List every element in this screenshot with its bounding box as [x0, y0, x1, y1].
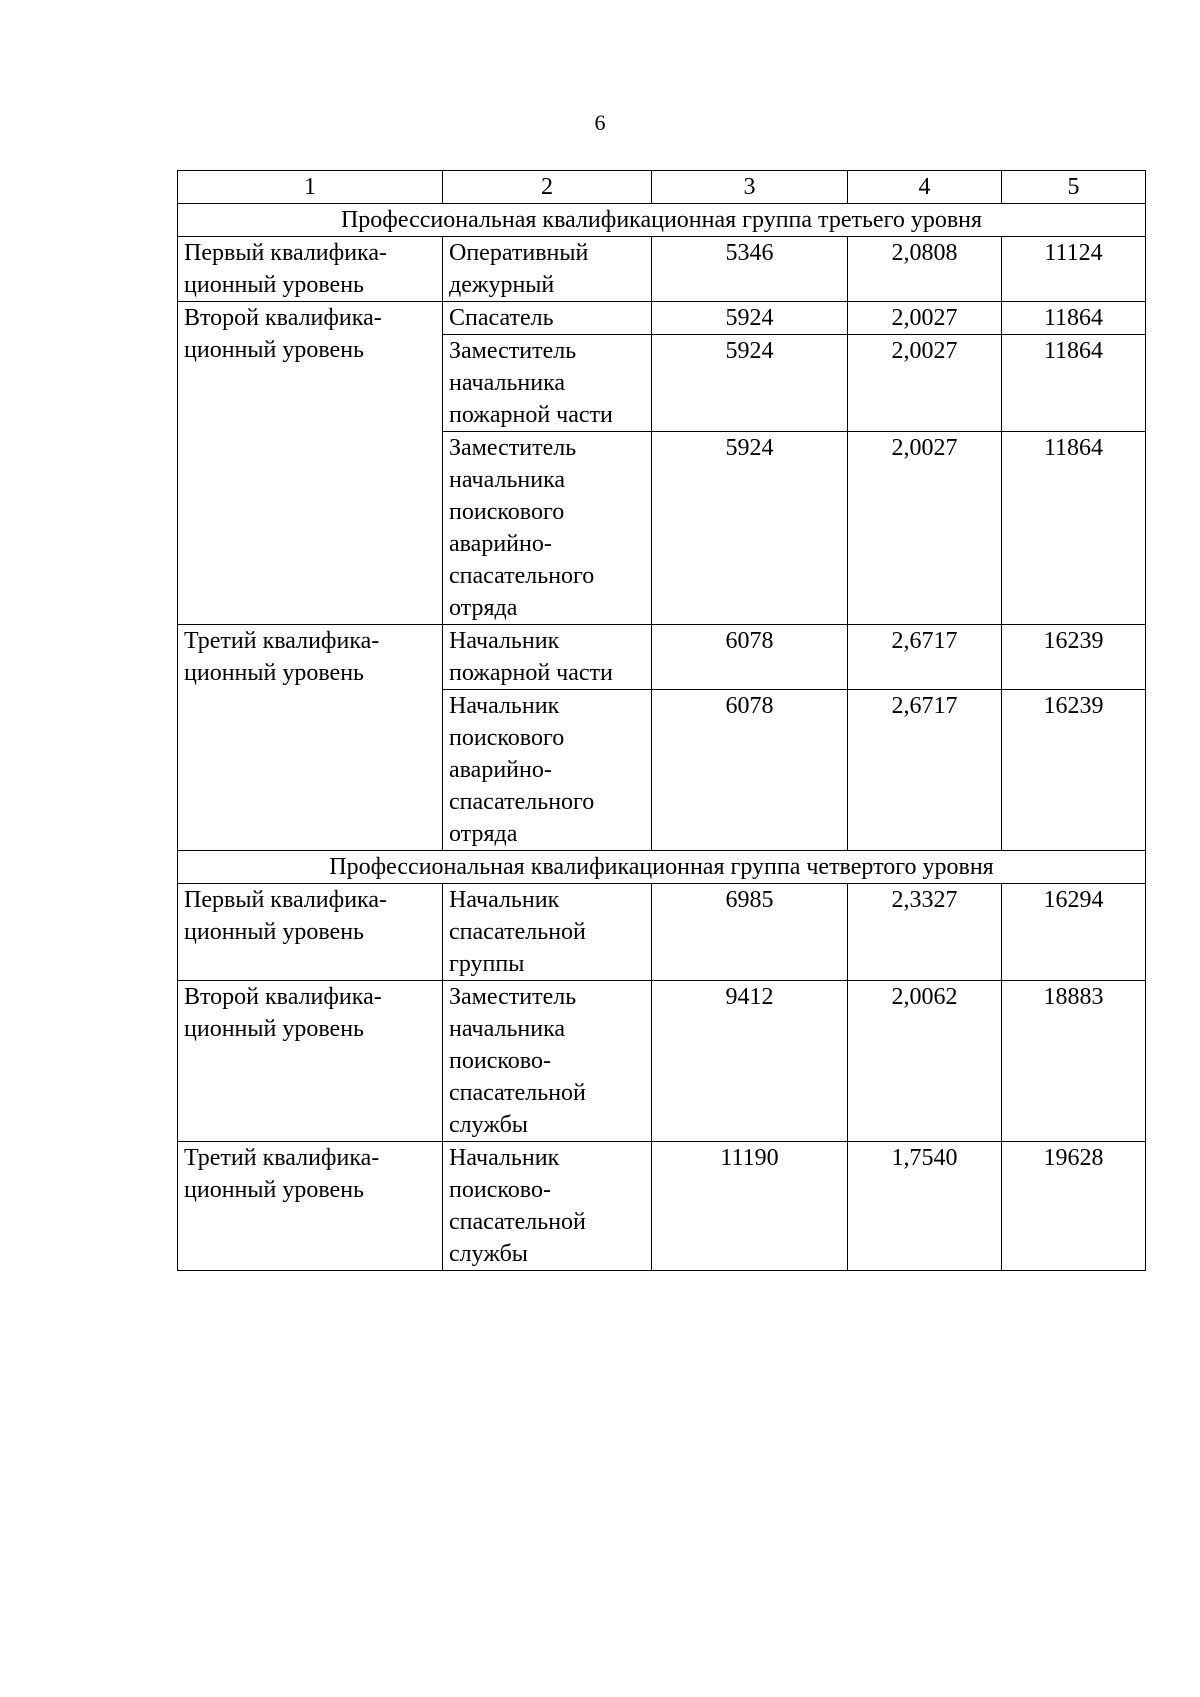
col4-value: [848, 302, 1002, 335]
level-name-text: Первый квалифика- ционный уровень: [184, 887, 387, 945]
col5-value-text: 11864: [1043, 435, 1104, 461]
position-name-text: Начальник поискового аварийно- спасательного отряда: [449, 693, 595, 847]
col3-value: [652, 302, 848, 335]
position-name: [443, 335, 652, 432]
position-name-text: Заместитель начальника поискового аварийно- спасательного отряда: [449, 435, 595, 621]
position-name-text: Начальник пожарной части: [449, 628, 613, 686]
col3-value-text: 9412: [725, 984, 774, 1010]
col3-value: [652, 432, 848, 625]
col5-value-text: 18883: [1043, 984, 1104, 1010]
position-name: [443, 302, 652, 335]
col4-value: [848, 981, 1002, 1142]
col4-value-text: 2,0808: [891, 240, 958, 266]
col5-value: [1002, 625, 1146, 690]
table-row: [178, 884, 1146, 981]
col3-value-text: 5924: [725, 435, 774, 461]
col3-value-text: 11190: [720, 1145, 779, 1171]
col4-value: [848, 432, 1002, 625]
col5-value-text: 11864: [1043, 338, 1104, 364]
col3-value: [652, 335, 848, 432]
col5-value: [1002, 884, 1146, 981]
level-name: [178, 884, 443, 981]
col3-value: [652, 690, 848, 851]
position-name-text: Начальник спасательной группы: [449, 887, 586, 977]
header-row: [178, 171, 1146, 204]
col3-value-text: 5924: [725, 338, 774, 364]
header-col-1: 1: [178, 171, 443, 204]
col3-value: [652, 1142, 848, 1271]
position-name-text: Спасатель: [449, 305, 554, 331]
position-name: [443, 432, 652, 625]
position-name-text: Начальник поисково- спасательной службы: [449, 1145, 586, 1267]
col4-value: [848, 884, 1002, 981]
position-name: [443, 981, 652, 1142]
col4-value-text: 2,0027: [891, 435, 958, 461]
level-name: [178, 1142, 443, 1271]
col5-value-text: 11864: [1043, 305, 1104, 331]
col4-value-text: 2,6717: [891, 693, 958, 719]
level-name-text: Третий квалифика- ционный уровень: [184, 628, 380, 686]
col3-value-text: 6078: [725, 628, 774, 654]
table-row: [178, 1142, 1146, 1271]
col5-value-text: 19628: [1043, 1145, 1104, 1171]
level-name-text: Второй квалифика- ционный уровень: [184, 984, 382, 1042]
level-name-text: Второй квалифика- ционный уровень: [184, 305, 382, 363]
col3-value: [652, 625, 848, 690]
position-name: [443, 884, 652, 981]
col5-value: [1002, 302, 1146, 335]
col5-value: [1002, 981, 1146, 1142]
position-name-text: Заместитель начальника поисково- спасательной службы: [449, 984, 586, 1138]
header-col-4: 4: [848, 171, 1002, 204]
table-row: [178, 625, 1146, 690]
position-name-text: Оперативный дежурный: [449, 240, 589, 298]
col3-value-text: 6078: [725, 693, 774, 719]
col5-value-text: 16294: [1043, 887, 1104, 913]
level-name-text: Первый квалифика- ционный уровень: [184, 240, 387, 298]
page-number: 6: [594, 110, 606, 135]
col3-value-text: 6985: [725, 887, 774, 913]
table-row: [178, 302, 1146, 335]
table-row: [178, 981, 1146, 1142]
position-name: [443, 690, 652, 851]
col4-value-text: 2,0027: [891, 305, 958, 331]
group-row: [178, 204, 1146, 237]
col4-value-text: 2,3327: [891, 887, 958, 913]
level-name: [178, 237, 443, 302]
col3-value-text: 5924: [725, 305, 774, 331]
group-title: [178, 204, 1146, 237]
col3-value-text: 5346: [725, 240, 774, 266]
col4-value: [848, 690, 1002, 851]
col3-value: [652, 981, 848, 1142]
level-name: [178, 302, 443, 625]
header-col-5: 5: [1002, 171, 1146, 204]
level-name-text: Третий квалифика- ционный уровень: [184, 1145, 380, 1203]
header-col-3: 3: [652, 171, 848, 204]
col3-value: [652, 237, 848, 302]
col4-value-text: 2,6717: [891, 628, 958, 654]
col3-value: [652, 884, 848, 981]
salary-table: [177, 170, 1146, 1271]
level-name: [178, 981, 443, 1142]
col5-value: [1002, 1142, 1146, 1271]
col5-value: [1002, 690, 1146, 851]
position-name-text: Заместитель начальника пожарной части: [449, 338, 613, 428]
group-title-text: Профессиональная квалификационная группа третьего уровня: [340, 207, 983, 233]
group-title: [178, 851, 1146, 884]
col4-value-text: 2,0062: [891, 984, 958, 1010]
col4-value-text: 1,7540: [891, 1145, 958, 1171]
header-col-2: 2: [443, 171, 652, 204]
position-name: [443, 237, 652, 302]
position-name: [443, 625, 652, 690]
col4-value: [848, 1142, 1002, 1271]
col4-value: [848, 335, 1002, 432]
col5-value-text: 16239: [1043, 628, 1104, 654]
col5-value: [1002, 335, 1146, 432]
table-body: [178, 204, 1146, 1271]
col5-value: [1002, 237, 1146, 302]
col5-value-text: 11124: [1044, 240, 1103, 266]
table-row: [178, 237, 1146, 302]
col4-value-text: 2,0027: [891, 338, 958, 364]
col4-value: [848, 625, 1002, 690]
group-title-text: Профессиональная квалификационная группа четвертого уровня: [329, 854, 994, 880]
col4-value: [848, 237, 1002, 302]
col5-value-text: 16239: [1043, 693, 1104, 719]
level-name: [178, 625, 443, 851]
position-name: [443, 1142, 652, 1271]
group-row: [178, 851, 1146, 884]
col5-value: [1002, 432, 1146, 625]
